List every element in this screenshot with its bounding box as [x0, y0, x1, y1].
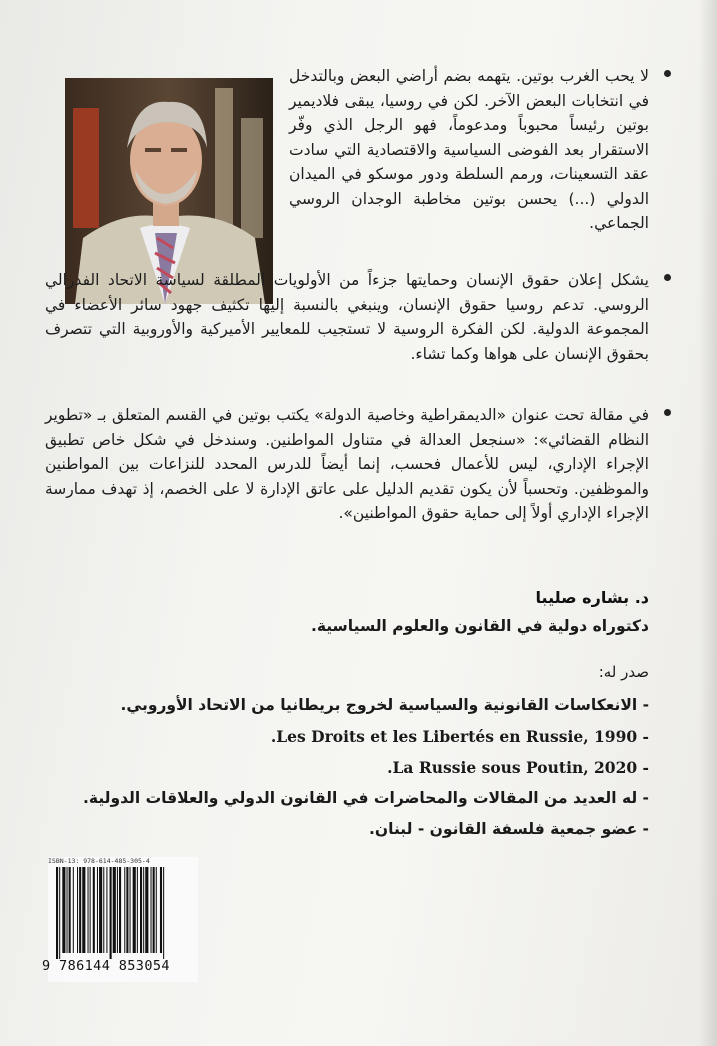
list-item: - Les Droits et les Libertés en Russie, 1990. — [270, 727, 649, 746]
paragraph-text: يشكل إعلان حقوق الإنسان وحمايتها جزءاً من الأولويات المطلقة لسياسة الاتحاد الفدرالي الروسي. تدعم روسيا حقوق الإنسان، وينبغي بالنسبة إليها تكثيف جهود سائر الأعضاء في المجموعة الدولية. لكن الفكرة الروسية لا تستجيب للمعايير الأميركية والأوروبية التي تتصرف بحقوق الإنسان على هواها وكما تشاء. — [45, 271, 649, 363]
paragraph-putin-west — [289, 64, 649, 236]
bullet-icon — [664, 409, 671, 416]
barcode — [42, 857, 198, 982]
barcode-number: 9 786144 853054 — [42, 958, 170, 974]
list-item: - عضو جمعية فلسفة القانون - لبنان. — [369, 820, 649, 838]
list-item: - له العديد من المقالات والمحاضرات في القانون الدولي والعلاقات الدولية. — [83, 789, 649, 807]
published-heading: صدر له: — [598, 663, 649, 681]
barcode-bars — [48, 867, 198, 959]
paragraph-text: في مقالة تحت عنوان «الديمقراطية وخاصية الدولة» يكتب بوتين في القسم المتعلق بـ «تطوير النظام القضائي»: «سنجعل العدالة في متناول المواطنين. وسندخل في شكل خاص تطبيق الإجراء الإداري، ليس للأعمال فحسب، إنما أيضاً للدرس المحدد للنزاعات بين المواطنين والموظفين. وتحسباً لأن يكون تقديم الدليل على عاتق الإدارة لا على الخصم، إذ تهدف ممارسة الإجراء الإداري أولاً إلى حماية حقوق المواطنين». — [45, 406, 649, 522]
list-item: - الانعكاسات القانونية والسياسية لخروج بريطانيا من الاتحاد الأوروبي. — [120, 696, 649, 714]
bullet-icon — [664, 274, 671, 281]
isbn-label: ISBN-13: 978-614-485-305-4 — [48, 857, 150, 865]
author-credentials: دكتوراه دولية في القانون والعلوم السياسية. — [310, 617, 649, 635]
author-name: د. بشاره صليبا — [535, 588, 649, 607]
bullet-icon — [664, 70, 671, 77]
paragraph-judicial-system — [45, 403, 649, 526]
publications-list — [45, 690, 649, 845]
paragraph-human-rights — [45, 268, 649, 366]
list-item: - La Russie sous Poutin, 2020. — [387, 758, 649, 777]
paragraph-text: لا يحب الغرب بوتين. يتهمه بضم أراضي البعض وبالتدخل في انتخابات البعض الآخر. لكن في روسيا، يبقى فلاديمير بوتين رئيساً محبوباً ومدعوماً، فهو الرجل الذي وفّر الاستقرار بعد الفوضى السياسية والاقتصادية التي سادت عقد التسعينات، ورمم السلطة ودور موسكو في الميدان الدولي (...) يحسن بوتين مخاطبة الوجدان الروسي الجماعي. — [289, 67, 649, 232]
